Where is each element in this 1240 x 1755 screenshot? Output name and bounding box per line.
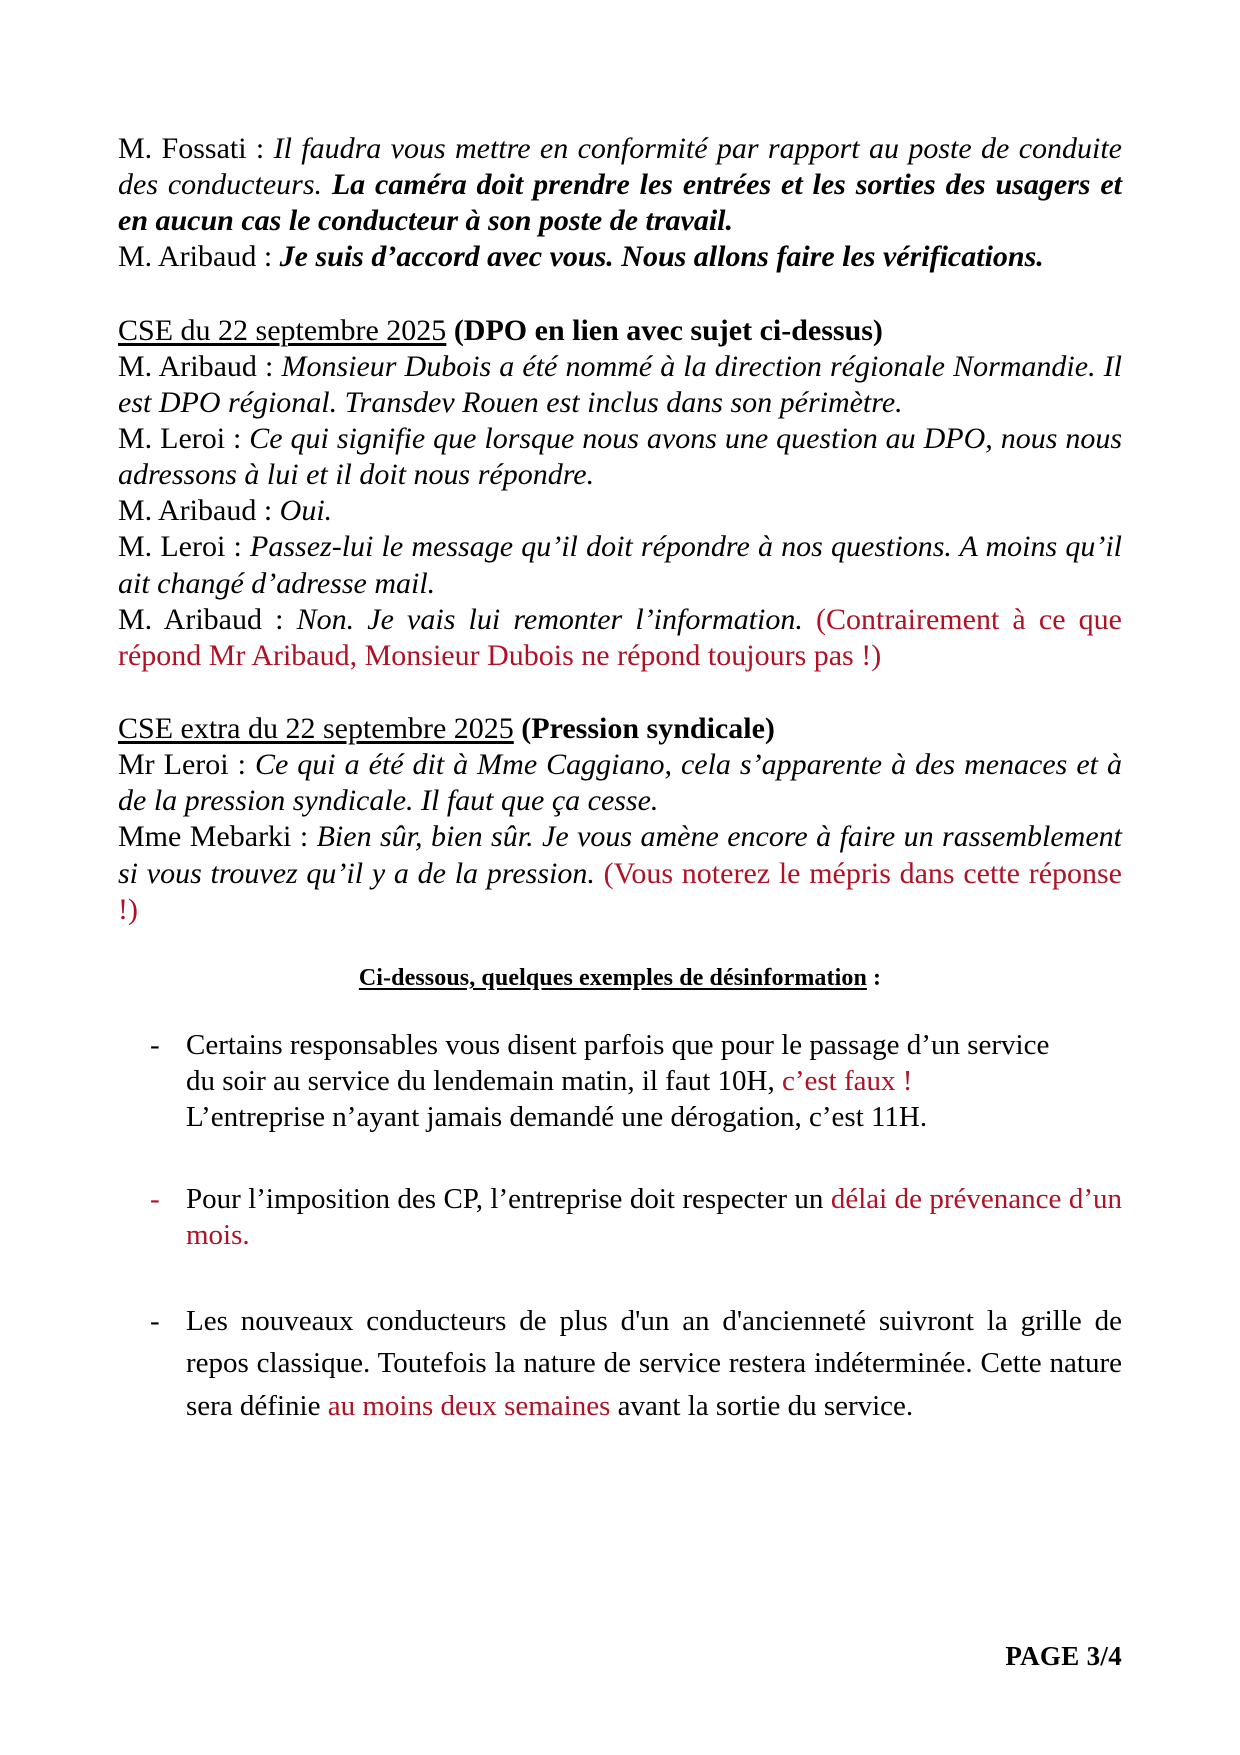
bullet-2-black: Pour l’imposition des CP, l’entreprise doit respecter un: [186, 1182, 831, 1215]
dpo-line-3: [118, 493, 1122, 529]
bullet-2-red: délai de prévenance d’un mois.: [186, 1182, 1122, 1251]
editorial-comment-red: (Contrairement à ce que répond Mr Aribaud, Monsieur Dubois ne répond toujours pas !): [118, 602, 1122, 672]
bullet-1-subline-2: L’entreprise n’ayant jamais demandé une dérogation, c’est 11H.: [186, 1100, 928, 1133]
bullet-3-red: au moins deux semaines: [327, 1389, 611, 1422]
section-dpo: [118, 313, 1122, 674]
speaker-label: Mr Leroi :: [118, 748, 255, 782]
dpo-line-2: [118, 421, 1122, 493]
bullet-dash-icon: -: [150, 1182, 160, 1215]
quote-italic: Monsieur Dubois a été nommé à la direction régionale Normandie. Il est DPO régional. Transdev Rouen est inclus dans son périmètre.: [118, 349, 1122, 419]
speaker-fossati-label: M. Fossati :: [118, 132, 274, 165]
speaker-label: M. Leroi :: [118, 421, 250, 455]
quote-italic: Non. Je vais lui remonter l’information.: [296, 602, 817, 636]
pression-line-1: [118, 747, 1122, 819]
section-dpo-heading: [118, 313, 1122, 349]
bullet-3-part1: Les nouveaux conducteurs de plus d'un an d'ancienneté suivront la grille de repos classique. Toutefois la nature de service restera indéterminée. Cette nature sera définie: [186, 1304, 1122, 1422]
spacer: [118, 276, 1122, 313]
bullet-1-sub1-red: c’est faux !: [781, 1064, 913, 1097]
page-number: PAGE 3/4: [1005, 1641, 1122, 1671]
speaker-label: M. Aribaud :: [118, 349, 282, 383]
bullet-dash-icon: -: [150, 1028, 160, 1061]
section-dpo-heading-underlined: CSE du 22 septembre 2025: [118, 313, 447, 347]
bullet-3-part2: avant la sortie du service.: [610, 1389, 914, 1422]
intro-paragraph-aribaud: [118, 239, 1122, 275]
bullet-1-subline-1: [186, 1064, 1122, 1100]
examples-list: [118, 1028, 1122, 1428]
fossati-quote-italic: Il faudra vous mettre en conformité par rapport au poste de conduite des conducteurs.: [118, 132, 1122, 202]
section-pression: [118, 711, 1122, 928]
quote-italic: Passez-lui le message qu’il doit répondre à nos questions. A moins qu’il ait changé d’adresse mail.: [118, 530, 1123, 600]
list-item: [118, 1300, 1122, 1428]
spacer: [118, 674, 1122, 711]
speaker-label: M. Aribaud :: [118, 494, 280, 528]
examples-heading-suffix: :: [866, 964, 882, 991]
dpo-line-5: [118, 602, 1122, 674]
bullet-dash-icon: -: [150, 1304, 160, 1337]
quote-italic: Oui.: [279, 494, 333, 528]
list-item: [118, 1182, 1122, 1254]
aribaud-quote-bold: Je suis d’accord avec vous. Nous allons faire les vérifications.: [279, 240, 1044, 274]
section-pression-heading: [118, 711, 1122, 747]
intro-paragraph: [118, 131, 1122, 239]
section-pression-heading-bold: (Pression syndicale): [513, 711, 775, 745]
list-item: [118, 1028, 1122, 1136]
dpo-line-1: [118, 349, 1122, 421]
quote-italic: Bien sûr, bien sûr. Je vous amène encore à faire un rassemblement si vous trouvez qu’il y a de la pression.: [118, 820, 1122, 890]
intro-block: [118, 131, 1122, 276]
examples-heading-underlined: Ci-dessous, quelques exemples de désinformation: [358, 964, 867, 991]
speaker-label: M. Leroi :: [118, 530, 251, 564]
fossati-quote-bold: La caméra doit prendre les entrées et les sorties des usagers et en aucun cas le conducteur à son poste de travail.: [118, 168, 1122, 238]
pression-line-2: [118, 819, 1122, 927]
bullet-1-main: Certains responsables vous disent parfois que pour le passage d’un service: [186, 1028, 1050, 1061]
examples-heading: [118, 965, 1122, 992]
bullet-1-sub1-black: du soir au service du lendemain matin, il faut 10H,: [186, 1064, 782, 1097]
speaker-label: M. Aribaud :: [118, 602, 297, 636]
editorial-comment-red: (Vous noterez le mépris dans cette réponse !): [118, 856, 1123, 926]
quote-italic: Ce qui signifie que lorsque nous avons une question au DPO, nous nous adressons à lui et il doit nous répondre.: [118, 421, 1122, 492]
spacer: [118, 928, 1122, 965]
speaker-aribaud-label: M. Aribaud :: [118, 240, 280, 274]
speaker-label: Mme Mebarki :: [118, 820, 317, 854]
quote-italic: Ce qui a été dit à Mme Caggiano, cela s’apparente à des menaces et à de la pression syndicale. Il faut que ça cesse.: [118, 748, 1122, 818]
section-pression-heading-underlined: CSE extra du 22 septembre 2025: [118, 711, 514, 745]
dpo-line-4: [118, 529, 1122, 601]
section-dpo-heading-bold: (DPO en lien avec sujet ci-dessus): [446, 313, 883, 347]
